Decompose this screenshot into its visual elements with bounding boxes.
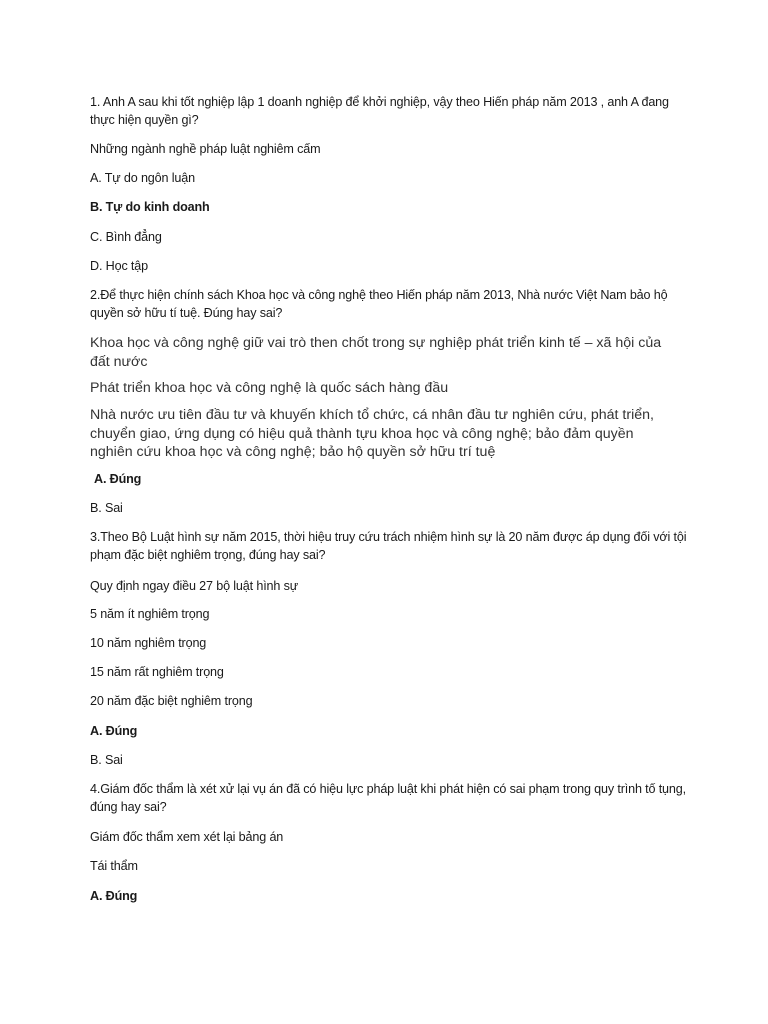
question-3-note-item-4: 20 năm đặc biệt nghiêm trọng <box>90 694 253 708</box>
question-4-option-a-answer: A. Đúng <box>90 889 138 903</box>
question-3-note-item-2: 10 năm nghiêm trọng <box>90 636 207 650</box>
question-3-note-item-3: 15 năm rất nghiêm trọng <box>90 665 224 679</box>
question-1-option-c: C. Bình đẳng <box>90 230 162 244</box>
question-1-option-d: D. Học tập <box>90 259 148 273</box>
question-1-option-a: A. Tự do ngôn luận <box>90 171 195 185</box>
question-3-note-item-1: 5 năm ít nghiêm trọng <box>90 607 210 621</box>
question-2-note-2: Phát triển khoa học và công nghệ là quốc sách hàng đầu <box>90 380 449 396</box>
question-3-text: 3.Theo Bộ Luật hình sự năm 2015, thời hiệu truy cứu trách nhiệm hình sự là 20 năm được áp dụng đối với tội phạm đặc biệt nghiêm trọng, đúng hay sai? <box>90 530 687 562</box>
question-2-note-3: Nhà nước ưu tiên đầu tư và khuyến khích tổ chức, cá nhân đầu tư nghiên cứu, phát triển, chuyển giao, ứng dụng có hiệu quả thành tựu khoa học và công nghệ; bảo đảm quyền nghiên cứu khoa học và công nghệ; bảo hộ quyền sở hữu trí tuệ <box>90 407 654 460</box>
question-4-note-2: Tái thẩm <box>90 859 138 873</box>
question-4-text: 4.Giám đốc thẩm là xét xử lại vụ án đã có hiệu lực pháp luật khi phát hiện có sai phạm trong quy trình tố tụng, đúng hay sai? <box>90 782 686 814</box>
question-2-option-b: B. Sai <box>90 501 123 515</box>
question-2-note-1: Khoa học và công nghệ giữ vai trò then chốt trong sự nghiệp phát triển kinh tế – xã hội của đất nước <box>90 335 662 370</box>
question-1-text: 1. Anh A sau khi tốt nghiệp lập 1 doanh nghiệp để khởi nghiệp, vậy theo Hiến pháp năm 2013 , anh A đang thực hiện quyền gì? <box>90 95 669 127</box>
question-2-text: 2.Để thực hiện chính sách Khoa học và công nghệ theo Hiến pháp năm 2013, Nhà nước Việt Nam bảo hộ quyền sở hữu tí tuệ. Đúng hay sai? <box>90 288 668 320</box>
question-1-option-b-answer: B. Tự do kinh doanh <box>90 200 210 214</box>
question-1-note: Những ngành nghề pháp luật nghiêm cấm <box>90 142 321 156</box>
question-4-note-1: Giám đốc thẩm xem xét lại bảng án <box>90 830 284 844</box>
question-2-option-a-answer: A. Đúng <box>94 472 142 486</box>
question-3-option-a-answer: A. Đúng <box>90 724 138 738</box>
question-3-note: Quy định ngay điều 27 bộ luật hình sự <box>90 579 299 593</box>
question-3-option-b: B. Sai <box>90 753 123 767</box>
